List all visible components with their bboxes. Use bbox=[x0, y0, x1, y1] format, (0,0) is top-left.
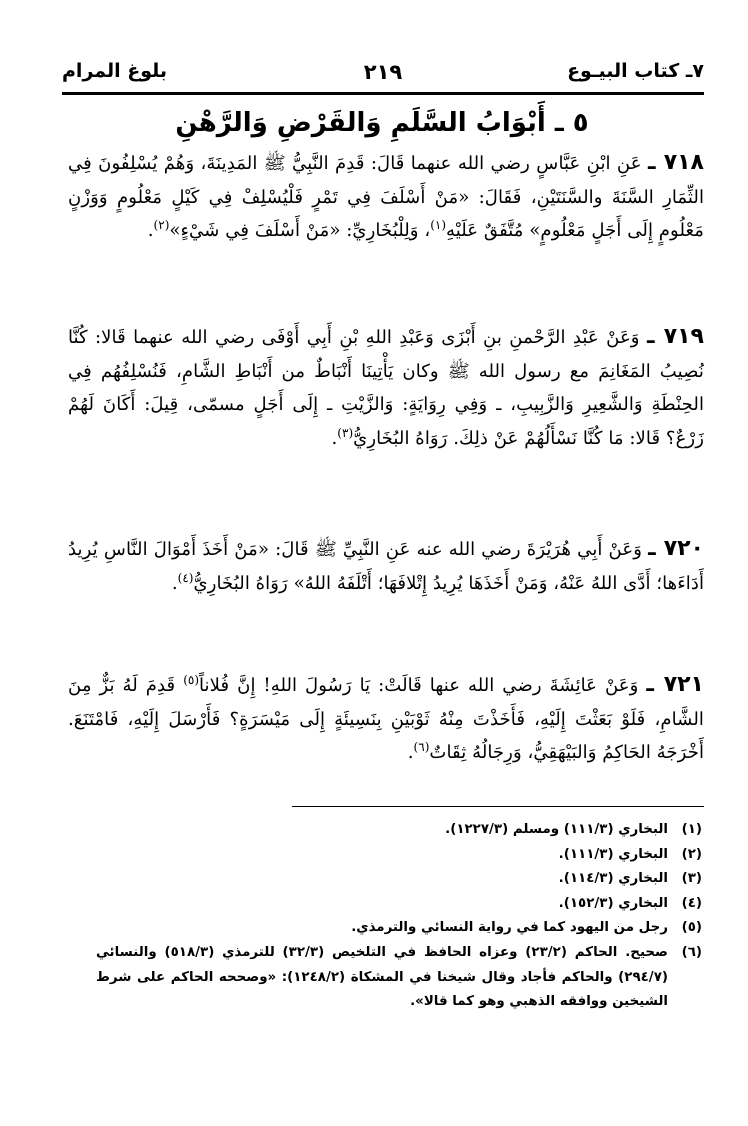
footnote-ref: (٥) bbox=[183, 672, 200, 687]
hadith-number: ٧٢١ ـ bbox=[646, 672, 704, 697]
footnote-number: (١) bbox=[681, 822, 702, 837]
footnote bbox=[96, 818, 702, 843]
footnote bbox=[96, 941, 702, 1015]
footnote-ref: (٣) bbox=[337, 425, 354, 440]
footnote-ref: (٦) bbox=[413, 739, 430, 754]
hadith-number: ٧٢٠ ـ bbox=[648, 536, 704, 561]
footnote-divider bbox=[292, 806, 704, 807]
footnote-number: (٦) bbox=[681, 944, 702, 960]
hadith-number: ٧١٨ ـ bbox=[647, 150, 704, 175]
footnote-text: البخاري (١١١/٣). bbox=[558, 846, 668, 862]
footnote bbox=[96, 892, 702, 917]
hadith-721 bbox=[68, 668, 704, 770]
footnote bbox=[96, 843, 702, 868]
hadith-text: وَعَنْ أَبِي هُرَيْرَةَ رضي الله عنه عَنِ النَّبِيِّ ﷺ قَالَ: «مَنْ أَخَذَ أَمْوَالَ النَّاسِ يُرِيدُ أَدَاءَها؛ أَدَّى اللهُ عَنْهُ، وَمَنْ أَخَذَهَا يُرِيدُ إِتْلافَهَا؛ أَتْلَفَهُ اللهُ» رَوَاهُ البُخَارِيُّ bbox=[68, 539, 704, 594]
footnote-number: (٣) bbox=[681, 871, 702, 887]
hadith-text-cont: قَدِمَ لَهُ بَزٌّ مِنَ الشَّامِ، فَلَوْ بَعَثْتَ إِلَيْهِ، فَأَخَذْتَ مِنْهُ ثَوْبَيْنِ بِنَسِيئَةٍ إِلَى مَيْسَرَةٍ؟ فَأَرْسَلَ إِلَيْهِ، فَامْتَنَعَ. أَخْرَجَهُ الحَاكِمُ وَالبَيْهَقِيُّ، وَرِجَالُهُ ثِقَاتٌ bbox=[68, 675, 704, 763]
hadith-719 bbox=[68, 320, 704, 455]
footnote-text: البخاري (١١١/٣) ومسلم (١٢٢٧/٣). bbox=[445, 822, 668, 837]
hadith-end: . bbox=[171, 572, 178, 594]
chapter-name: ٧ـ كتاب البيـوع bbox=[567, 60, 704, 82]
hadith-text: عَنِ ابْنِ عَبَّاسٍ رضي الله عنهما قَالَ: قَدِمَ النَّبِيُّ ﷺ المَدِينَةَ، وَهُمْ يُسْلِفُونَ فِي الثِّمَارِ السَّنَةَ والسَّنَتَيْنِ، فَقَالَ: «مَنْ أَسْلَفَ فِي تَمْرٍ فَلْيُسْلِفْ فِي كَيْلٍ مَعْلُومٍ وَوَزْنٍ مَعْلُومٍ إِلَى أَجَلٍ مَعْلُومٍ» مُتَّفَقٌ عَلَيْهِ bbox=[68, 153, 704, 241]
footnote bbox=[96, 867, 702, 892]
footnote-text: صحيح. الحاكم (٢٣/٢) وعزاه الحافظ في التلخيص (٣٢/٣) للترمذي (٥١٨/٣) والنسائي (٢٩٤/٧) والحاكم فأجاد وقال شيخنا في المشكاة (١٢٤٨/٢): «وصححه الحاكم على شرط الشيخين ووافقه الذهبي وهو كما قالا». bbox=[96, 944, 668, 1010]
book-name: بلوغ المرام bbox=[62, 60, 168, 82]
footnote-ref: (٢) bbox=[153, 217, 170, 232]
hadith-end: . bbox=[147, 220, 154, 241]
hadith-720 bbox=[68, 532, 704, 600]
running-header bbox=[62, 58, 704, 95]
footnote-text: البخاري (١٥٢/٣). bbox=[558, 895, 668, 911]
footnote-number: (٢) bbox=[681, 846, 702, 862]
page-number: ٢١٩ bbox=[363, 60, 403, 84]
footnote-ref: (٤) bbox=[177, 570, 194, 585]
footnote-number: (٤) bbox=[681, 895, 702, 911]
hadith-text: وَعَنْ عَائِشَةَ رضي الله عنها قَالَتْ: يَا رَسُولَ اللهِ! إِنَّ فُلاناً bbox=[199, 675, 639, 696]
footnote-number: (٥) bbox=[681, 920, 702, 936]
footnotes bbox=[96, 818, 702, 1015]
hadith-718 bbox=[68, 146, 704, 248]
footnote-ref: (١) bbox=[430, 217, 447, 232]
hadith-number: ٧١٩ ـ bbox=[646, 324, 704, 349]
hadith-text-cont: ، وَلِلْبُخَارِيِّ: «مَنْ أَسْلَفَ فِي شَيْءٍ» bbox=[169, 220, 431, 241]
section-title: ٥ ـ أَبْوَابُ السَّلَمِ وَالقَرْضِ وَالرَّهْنِ bbox=[175, 108, 589, 138]
footnote-text: رجل من اليهود كما في رواية النسائي والترمذي. bbox=[351, 920, 668, 936]
footnote-text: البخاري (١١٤/٣). bbox=[558, 871, 668, 887]
hadith-end: . bbox=[407, 742, 414, 763]
hadith-end: . bbox=[331, 427, 338, 449]
hadith-text: وَعَنْ عَبْدِ الرَّحْمنِ بنِ أَبْزَى وَعَبْدِ اللهِ بْنِ أَبِي أَوْفَى رضي الله عنهما قَالا: كُنَّا نُصِيبُ المَغَانِمَ مع رسول الله ﷺ وكان يَأْتِينَا أَنْبَاطٌ من أَنْبَاطِ الشَّامِ، فَنُسْلِفُهُم فِي الحِنْطَةِ وَالشَّعِيرِ وَالزَّبِيبِ، ـ وَفِي رِوَايَةٍ: وَالزَّيْتِ ـ إِلَى أَجَلٍ مسمّى، قِيلَ: أَكَانَ لَهُمْ زَرْعٌ؟ قَالا: مَا كُنَّا نَسْأَلُهُمْ عَنْ ذلِكَ. رَوَاهُ البُخَارِيُّ bbox=[68, 327, 704, 449]
footnote bbox=[96, 916, 702, 941]
